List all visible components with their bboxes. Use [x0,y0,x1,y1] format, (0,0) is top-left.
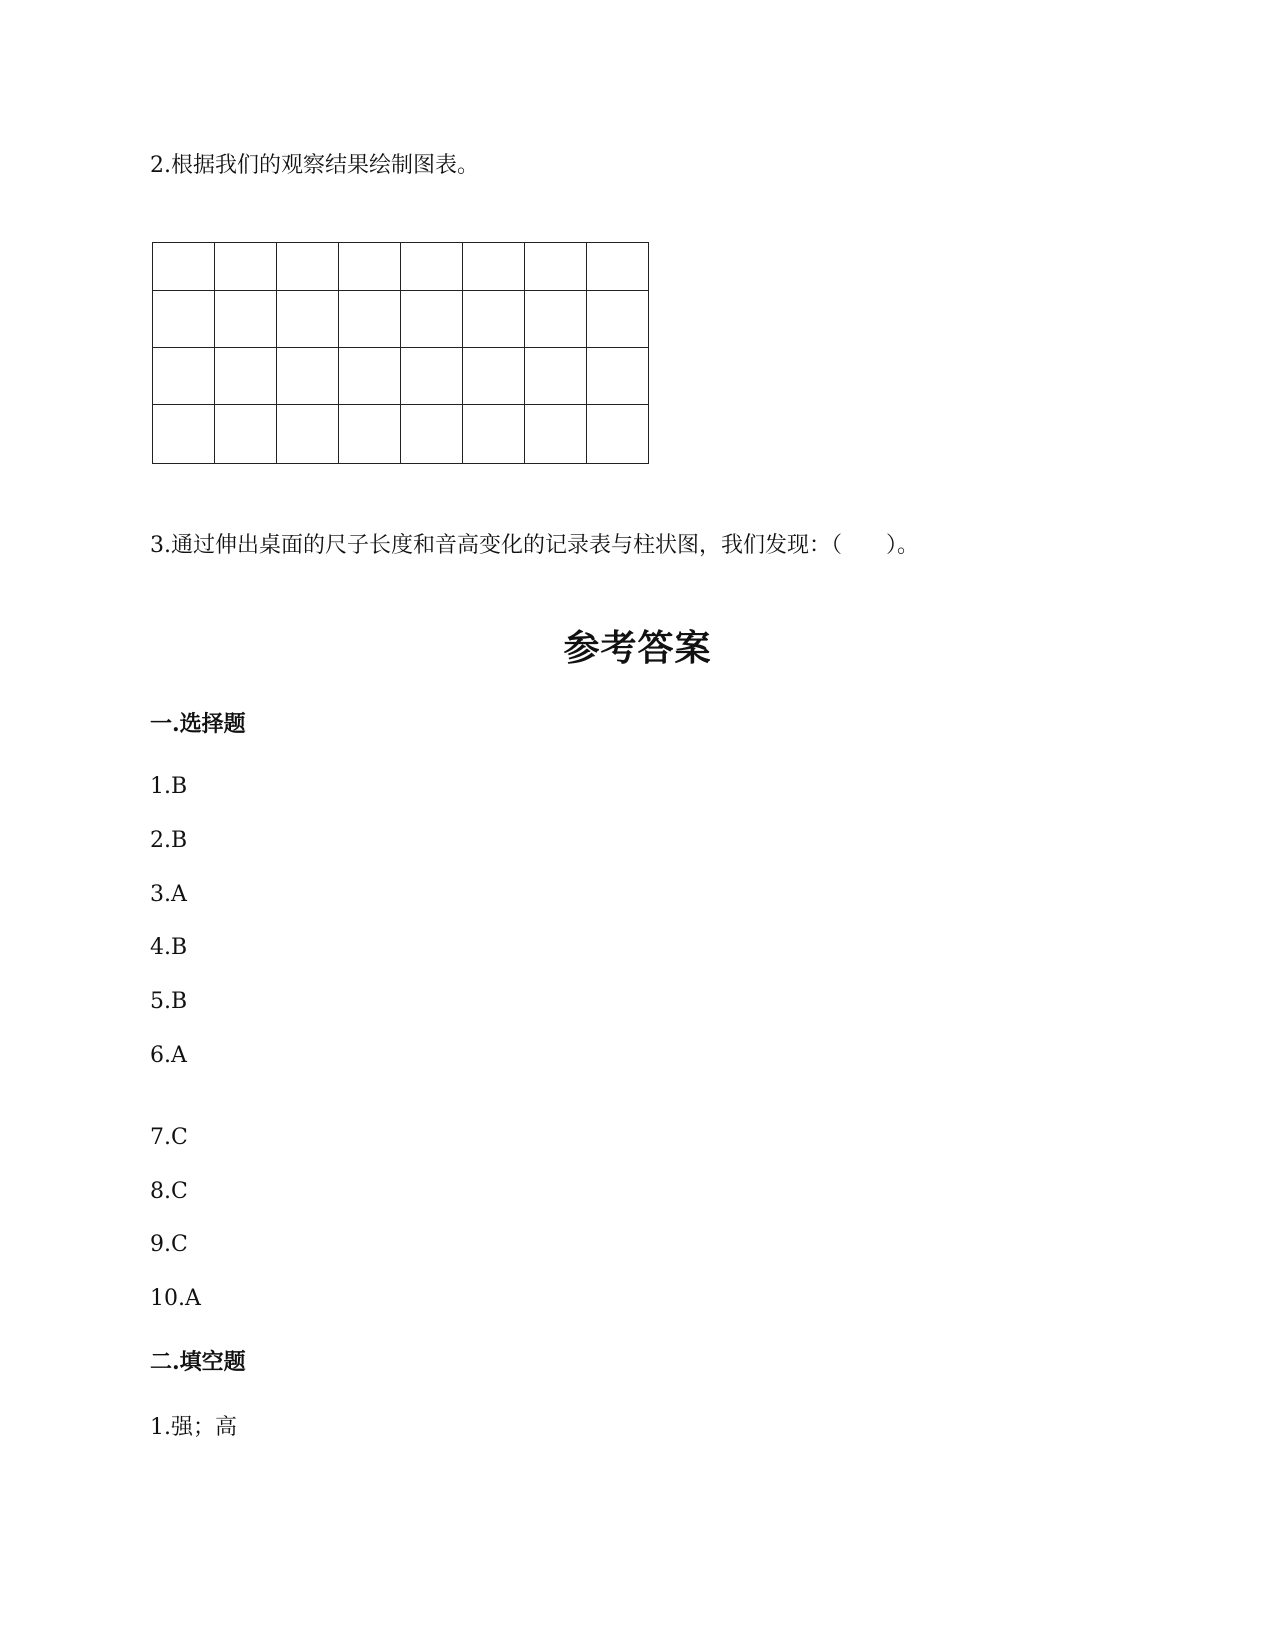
answer-item: 3.A [150,882,187,907]
blank-chart-grid [152,242,649,464]
answer-item: 1.B [150,774,188,799]
grid-cell [401,348,463,405]
grid-table [152,242,649,464]
grid-cell [525,291,587,348]
grid-cell [587,405,649,464]
grid-cell [587,243,649,291]
answer-item: 4.B [150,935,188,960]
grid-row [153,291,649,348]
grid-cell [215,405,277,464]
grid-cell [339,243,401,291]
question-2-text: 2.根据我们的观察结果绘制图表。 [150,153,479,178]
answer-item: 9.C [150,1232,188,1257]
grid-cell [525,348,587,405]
grid-cell [463,405,525,464]
section-fill-heading: 二.填空题 [150,1349,246,1375]
grid-cell [463,348,525,405]
grid-row [153,243,649,291]
grid-cell [401,291,463,348]
question-3-text: 3.通过伸出桌面的尺子长度和音高变化的记录表与柱状图，我们发现：（ ）。 [150,533,919,558]
grid-cell [277,243,339,291]
section-choice-heading: 一.选择题 [150,711,246,737]
grid-cell [153,243,215,291]
grid-row [153,348,649,405]
answer-item: 2.B [150,828,188,853]
grid-cell [339,291,401,348]
grid-cell [339,405,401,464]
answer-item: 10.A [150,1286,201,1311]
grid-cell [215,243,277,291]
grid-cell [525,405,587,464]
grid-cell [525,243,587,291]
grid-cell [215,291,277,348]
grid-cell [463,243,525,291]
answer-item: 8.C [150,1179,188,1204]
grid-cell [339,348,401,405]
grid-row [153,405,649,464]
grid-cell [587,348,649,405]
grid-cell [463,291,525,348]
grid-cell [215,348,277,405]
grid-cell [401,405,463,464]
grid-cell [153,348,215,405]
grid-cell [277,405,339,464]
answer-item: 6.A [150,1043,187,1068]
grid-cell [401,243,463,291]
answers-title: 参考答案 [563,627,712,669]
grid-cell [153,291,215,348]
grid-cell [587,291,649,348]
answer-item: 1.强；高 [150,1415,237,1440]
grid-cell [277,348,339,405]
answer-item: 7.C [150,1125,188,1150]
grid-cell [153,405,215,464]
answer-item: 5.B [150,989,188,1014]
grid-cell [277,291,339,348]
